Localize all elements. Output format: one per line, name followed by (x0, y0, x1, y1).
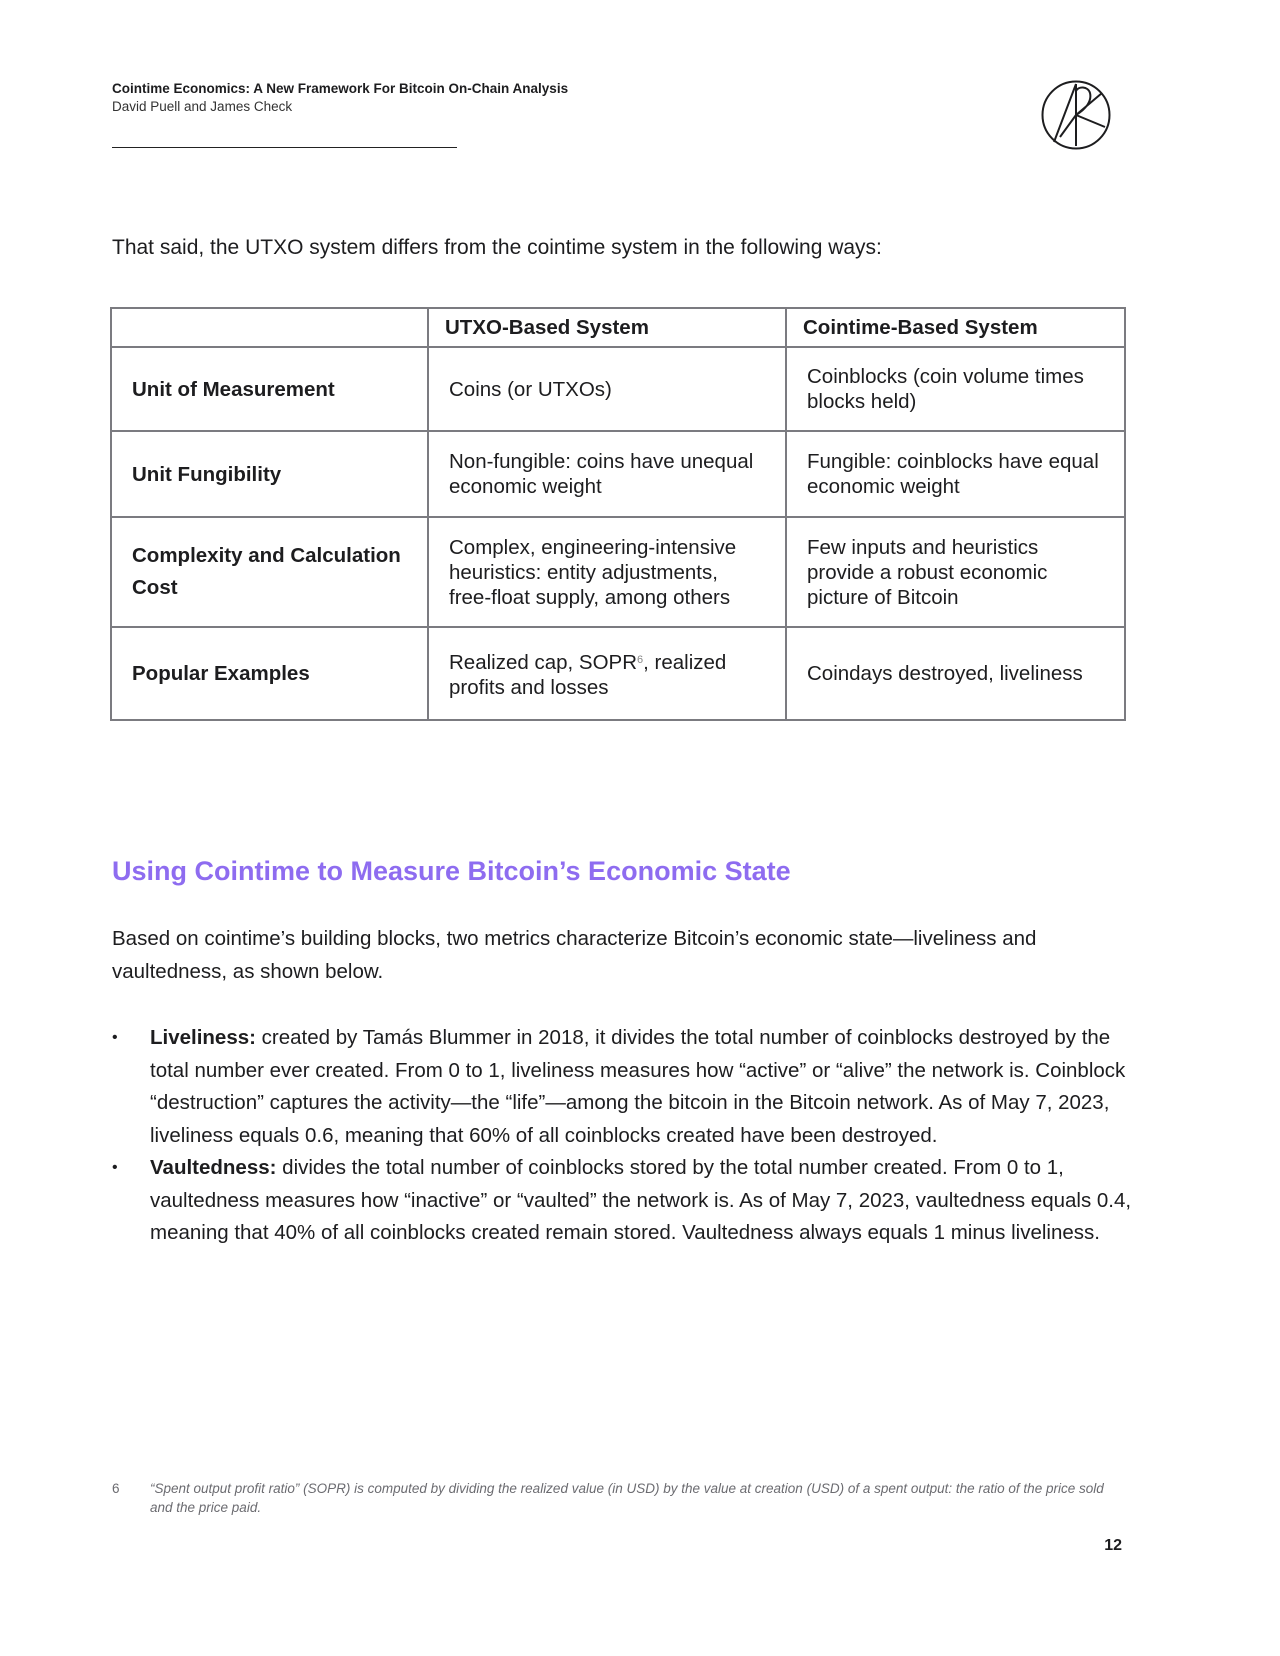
row-label: Complexity and Calculation Cost (111, 517, 428, 627)
table-header-cell (111, 308, 428, 347)
utxo-cell-text: Realized cap, SOPR (449, 650, 638, 674)
utxo-cell-text: , realized profits and losses (449, 650, 727, 699)
ark-logo-icon (1040, 79, 1112, 151)
section-heading: Using Cointime to Measure Bitcoin’s Economic State (112, 856, 791, 886)
table-row (111, 517, 1125, 627)
running-header (112, 80, 568, 116)
utxo-cell: Non-fungible: coins have unequal economic weight (428, 431, 786, 517)
header-divider (112, 147, 457, 148)
cointime-cell: Coindays destroyed, liveliness (786, 627, 1125, 720)
metric-list (112, 1022, 1142, 1250)
bullet-marker: • (112, 1159, 118, 1176)
footnote (112, 1479, 1122, 1517)
bullet-marker: • (112, 1029, 118, 1046)
list-item (112, 1022, 1142, 1152)
row-label: Popular Examples (111, 627, 428, 720)
list-item-text: divides the total number of coinblocks stored by the total number created. From 0 to 1, vaultedness measures how “inactive” or “vaulted” the network is. As of May 7, 2023, vaultedness equals 0.4, meaning that 40% of all coinblocks created remain stored. Vaultedness always equals 1 minus liveliness. (150, 1156, 1132, 1244)
footnote-number: 6 (112, 1481, 120, 1496)
list-item-text: created by Tamás Blummer in 2018, it divides the total number of coinblocks destroyed by the total number ever created. From 0 to 1, liveliness measures how “active” or “alive” the network is. Coinblock “destruction” captures the activity—the “life”—among the bitcoin in the Bitcoin network. As of May 7, 2023, liveliness equals 0.6, meaning that 60% of all coinblocks created have been destroyed. (150, 1026, 1126, 1147)
header-title: Cointime Economics: A New Framework For Bitcoin On-Chain Analysis (112, 81, 569, 96)
utxo-cell: Complex, engineering-intensive heuristics: entity adjustments, free-float supply, among others (428, 517, 786, 627)
cointime-cell: Fungible: coinblocks have equal economic weight (786, 431, 1125, 517)
table-row (111, 431, 1125, 517)
header-authors: David Puell and James Check (112, 99, 293, 114)
table-header-row (111, 308, 1125, 347)
table-row (111, 627, 1125, 720)
table-header-cell: UTXO-Based System (428, 308, 786, 347)
comparison-table (110, 307, 1126, 721)
row-label: Unit of Measurement (111, 347, 428, 431)
table-row (111, 347, 1125, 431)
list-item-term: Liveliness: (150, 1026, 256, 1049)
list-item (112, 1152, 1142, 1250)
footnote-reference[interactable]: 6 (637, 653, 644, 666)
table-header-cell: Cointime-Based System (786, 308, 1125, 347)
footnote-text: “Spent output profit ratio” (SOPR) is computed by dividing the realized value (in USD) by the value at creation (USD) of a spent output: the ratio of the price sold and the price paid. (150, 1481, 1104, 1515)
list-item-term: Vaultedness: (150, 1156, 277, 1179)
utxo-cell (428, 627, 786, 720)
cointime-cell: Coinblocks (coin volume times blocks held) (786, 347, 1125, 431)
utxo-cell: Coins (or UTXOs) (428, 347, 786, 431)
section-paragraph: Based on cointime’s building blocks, two metrics characterize Bitcoin’s economic state—liveliness and vaultedness, as shown below. (112, 927, 1037, 983)
row-label: Unit Fungibility (111, 431, 428, 517)
page-number: 12 (1104, 1537, 1122, 1554)
intro-sentence: That said, the UTXO system differs from the cointime system in the following ways: (112, 236, 882, 259)
cointime-cell: Few inputs and heuristics provide a robust economic picture of Bitcoin (786, 517, 1125, 627)
